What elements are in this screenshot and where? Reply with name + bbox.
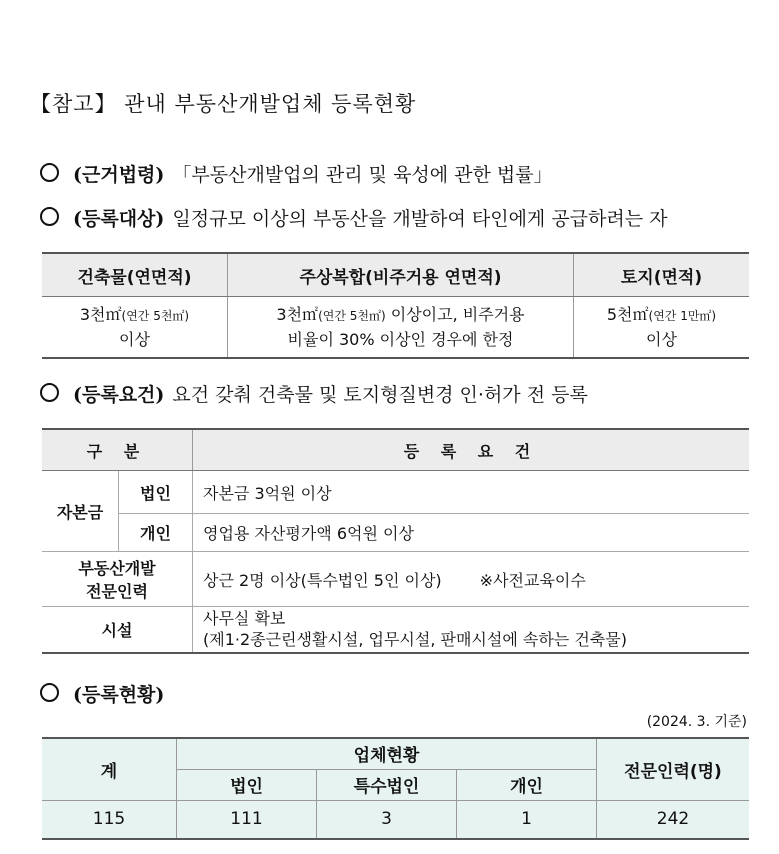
status-date: (2024. 3. 기준) [646,714,747,730]
bullet-legal-basis [40,160,553,187]
circle-bullet-icon [40,163,59,182]
value-experts: 242 [597,800,750,839]
value-individual: 1 [457,800,597,839]
header-building: 건축물(연면적) [42,253,228,297]
cell-building: 3천㎡(연간 5천㎡) 이상 [79,305,190,349]
cell-mixed-use: 3천㎡(연간 5천㎡) 이상이고, 비주거용 비율이 30% 이상인 경우에 한정 [228,297,574,359]
individual-value: 영업용 자산평가액 6억원 이상 [193,514,750,552]
bullet-status [40,680,172,707]
circle-bullet-icon [40,683,59,702]
header-company-status: 업체현황 [177,738,597,769]
target-table [42,252,749,359]
page-title: 【참고】 관내 부동산개발업체 등록현황 [30,92,417,116]
facility-value: 사무실 확보 (제1·2종근린생활시설, 업무시설, 판매시설에 속하는 건축물) [193,607,750,653]
bullet-requirements [40,380,588,407]
capital-label: 자본금 [42,471,119,552]
bullet-tag: (등록대상) [73,208,165,230]
value-corporation: 111 [177,800,317,839]
header-individual: 개인 [457,769,597,800]
bullet-tag: (등록요건) [73,384,165,406]
header-experts: 전문인력(명) [597,738,750,800]
individual-label: 개인 [119,514,193,552]
bullet-text: 요건 갖춰 건축물 및 토지형질변경 인·허가 전 등록 [172,384,588,406]
value-total: 115 [42,800,177,839]
facility-label: 시설 [42,607,193,653]
header-total: 계 [42,738,177,800]
cell-land: 5천㎡(연간 1만㎡) 이상 [574,297,750,359]
circle-bullet-icon [40,207,59,226]
header-requirements: 등 록 요 건 [193,429,750,471]
header-special: 특수법인 [317,769,457,800]
value-special: 3 [317,800,457,839]
staff-label: 부동산개발 전문인력 [42,552,193,607]
bullet-target [40,204,668,231]
staff-value: 상근 2명 이상(특수법인 5인 이상) ※사전교육이수 [193,552,750,607]
corporation-label: 법인 [119,471,193,514]
circle-bullet-icon [40,383,59,402]
status-table [42,737,749,840]
bullet-text: 일정규모 이상의 부동산을 개발하여 타인에게 공급하려는 자 [172,208,668,230]
bullet-tag: (등록현황) [73,684,165,706]
header-corporation: 법인 [177,769,317,800]
header-land: 토지(면적) [574,253,750,297]
header-category: 구 분 [42,429,193,471]
header-mixed-use: 주상복합(비주거용 연면적) [228,253,574,297]
bullet-tag: (근거법령) [73,164,165,186]
corporation-value: 자본금 3억원 이상 [193,471,750,514]
bullet-text: 「부동산개발업의 관리 및 육성에 관한 법률」 [172,164,553,186]
requirements-table [42,428,749,654]
